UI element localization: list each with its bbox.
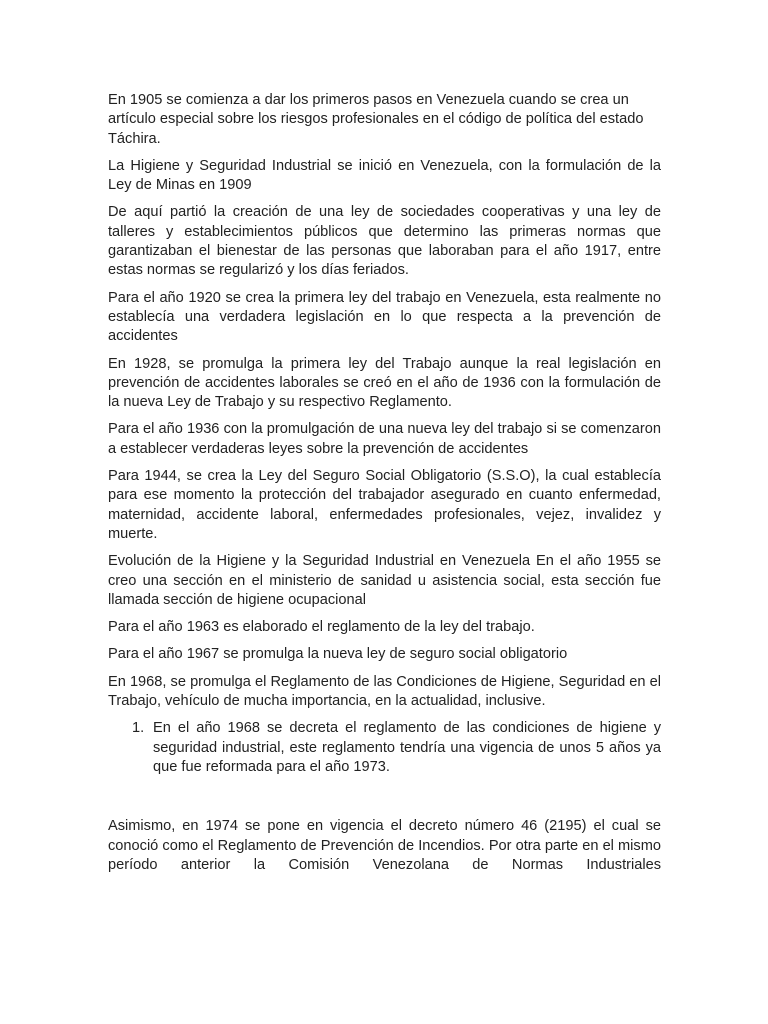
paragraph-1905: En 1905 se comienza a dar los primeros pasos en Venezuela cuando se crea un artículo especial sobre los riesgos profesionales en el código de política del estado Táchira. bbox=[108, 92, 644, 147]
document-page bbox=[108, 91, 661, 883]
paragraph-1928: En 1928, se promulga la primera ley del Trabajo aunque la real legislación en prevención de accidentes laborales se creó en el año de 1936 con la formulación de la nueva Ley de Trabajo y su respectivo Reglamento. bbox=[108, 355, 661, 411]
paragraph-1936: Para el año 1936 con la promulgación de una nueva ley del trabajo si se comenzaron a establecer verdaderas leyes sobre la prevención de accidentes bbox=[108, 421, 661, 457]
numbered-list bbox=[108, 719, 661, 777]
paragraph-1909: La Higiene y Seguridad Industrial se inició en Venezuela, con la formulación de la Ley de Minas en 1909 bbox=[108, 157, 661, 194]
blank-spacer bbox=[108, 785, 661, 817]
paragraph-1955: Evolución de la Higiene y la Seguridad Industrial en Venezuela En el año 1955 se creo una sección en el ministerio de sanidad u asistencia social, esta sección fue llamada sección de higiene ocupacional bbox=[108, 553, 661, 608]
paragraph-1920: Para el año 1920 se crea la primera ley del trabajo en Venezuela, esta realmente no establecía una verdadera legislación en lo que respecta a la prevención de accidentes bbox=[108, 289, 661, 345]
list-item-text: En el año 1968 se decreta el reglamento de las condiciones de higiene y seguridad industrial, este reglamento tendría una vigencia de unos 5 años ya que fue reformada para el año 1973. bbox=[153, 720, 661, 775]
paragraph-1917: De aquí partió la creación de una ley de sociedades cooperativas y una ley de talleres y establecimientos públicos que determino las primeras normas que garantizaban el bienestar de las personas que laboraban para el año 1917, entre estas normas se regularizó y los días feriados. bbox=[108, 204, 661, 279]
paragraph-1967: Para el año 1967 se promulga la nueva ley de seguro social obligatorio bbox=[108, 646, 568, 663]
paragraph-1944: Para 1944, se crea la Ley del Seguro Social Obligatorio (S.S.O), la cual establecía para ese momento la protección del trabajador asegurado en cuanto enfermedad, maternidad, accidente laboral, enfermedades profesionales, vejez, invalidez y muerte. bbox=[108, 468, 661, 542]
list-item bbox=[108, 719, 661, 777]
paragraph-1968: En 1968, se promulga el Reglamento de las Condiciones de Higiene, Seguridad en el Trabajo, vehículo de mucha importancia, en la actualidad, inclusive. bbox=[108, 673, 661, 710]
list-item-number: 1. bbox=[132, 720, 145, 737]
paragraph-1974: Asimismo, en 1974 se pone en vigencia el decreto número 46 (2195) el cual se conoció como el Reglamento de Prevención de Incendios. Por otra parte en el mismo período anterior la Comisión Venezolana de Normas Industriales bbox=[108, 818, 661, 873]
paragraph-1963: Para el año 1963 es elaborado el reglamento de la ley del trabajo. bbox=[108, 619, 535, 636]
